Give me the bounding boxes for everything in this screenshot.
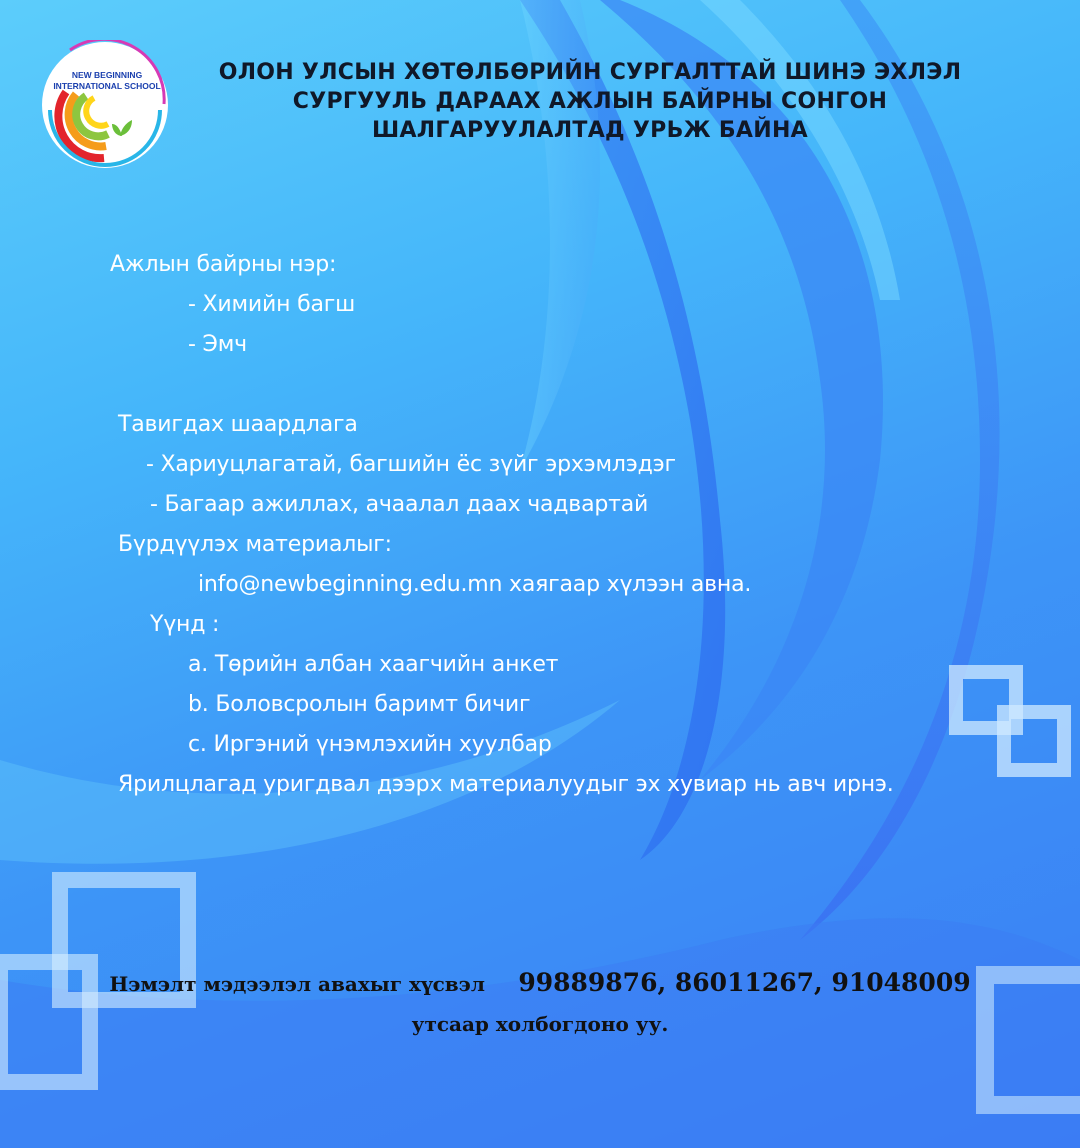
title-line-3: ШАЛГАРУУЛАЛТАД УРЬЖ БАЙНА (371, 118, 809, 143)
contact-prompt: Нэмэлт мэдээлэл авахыг хүсвэл (109, 972, 485, 996)
school-name (48, 70, 166, 92)
material-item: b. Боловсролын баримт бичиг (188, 692, 531, 717)
decor-squares-right (956, 672, 1064, 770)
requirement-item: - Хариуцлагатай, багшийн ёс зүйг эрхэмлэдэг (146, 452, 676, 477)
contact-line-1 (60, 968, 1020, 997)
title-line-1: ОЛОН УЛСЫН ХӨТӨЛБӨРИЙН СУРГАЛТТАЙ ШИНЭ ЭХЛЭЛ (218, 60, 962, 85)
school-logo-icon (40, 40, 170, 170)
contact-line-2: утсаар холбогдоно уу. (411, 1012, 669, 1036)
position-item: - Химийн багш (188, 292, 356, 317)
requirement-item: - Багаар ажиллах, ачаалал даах чадвартай (150, 492, 649, 517)
school-name-line1: NEW BEGINNING (71, 70, 143, 80)
positions-heading: Ажлын байрны нэр: (110, 252, 337, 277)
contact-phones: 99889876, 86011267, 91048009 (518, 968, 971, 997)
title-line-2: СУРГУУЛЬ ДАРААХ АЖЛЫН БАЙРНЫ СОНГОН (292, 89, 888, 114)
material-item: c. Иргэний үнэмлэхийн хуулбар (188, 732, 552, 757)
school-name-line2: INTERNATIONAL SCHOOL (53, 81, 161, 91)
materials-email-line: info@newbeginning.edu.mn хаягаар хүлээн авна. (198, 572, 752, 597)
materials-heading: Бүрдүүлэх материалыг: (118, 532, 392, 557)
material-item: a. Төрийн албан хаагчийн анкет (188, 652, 559, 677)
position-item: - Эмч (188, 332, 247, 357)
page-title (210, 58, 970, 145)
materials-includes-label: Үүнд : (150, 612, 220, 637)
materials-note: Ярилцлагад уригдвал дээрх материалуудыг эх хувиар нь авч ирнэ. (118, 772, 894, 797)
requirements-heading: Тавигдах шаардлага (118, 412, 358, 437)
